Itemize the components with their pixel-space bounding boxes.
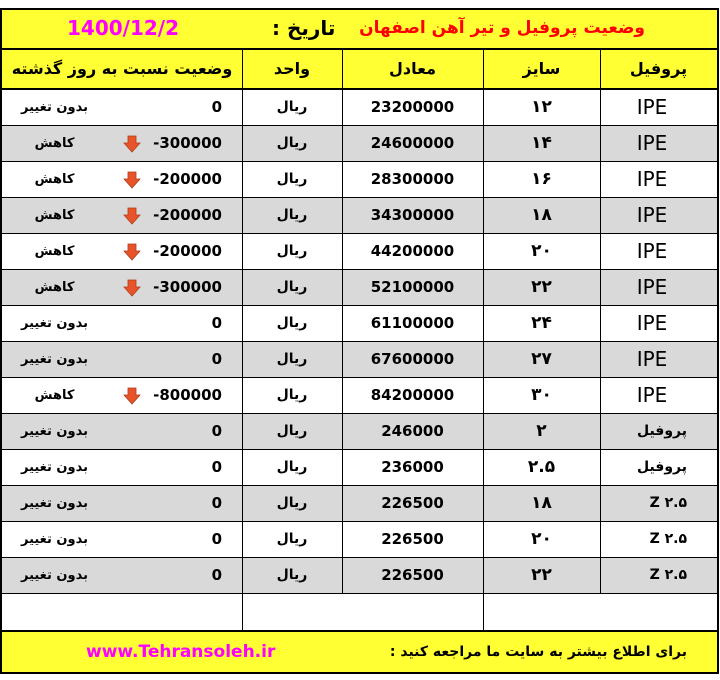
profile-cell: IPE (636, 131, 668, 155)
size-cell: ۲.۵ (527, 457, 556, 477)
down-arrow-icon (123, 207, 141, 225)
profile-cell: IPE (636, 347, 668, 371)
status-cell: بدون تغییر (20, 424, 88, 439)
price-cell: 24600000 (370, 134, 455, 152)
divider (600, 378, 601, 414)
status-cell: بدون تغییر (20, 460, 88, 475)
header-status: وضعیت نسبت به روز گذشته (11, 59, 233, 78)
divider (342, 342, 343, 378)
table-row (2, 558, 717, 594)
price-cell: 236000 (381, 458, 444, 476)
size-cell: ۲۷ (531, 349, 552, 369)
divider (342, 558, 343, 594)
size-cell: ۲۲ (531, 565, 552, 585)
change-cell: 0 (211, 494, 222, 512)
divider (242, 342, 243, 378)
table-row (2, 306, 717, 342)
down-arrow-icon (123, 135, 141, 153)
table-row (2, 486, 717, 522)
divider (483, 342, 484, 378)
divider (342, 414, 343, 450)
divider (242, 378, 243, 414)
unit-cell: ریال (276, 243, 308, 259)
divider (242, 270, 243, 306)
price-cell: 44200000 (370, 242, 455, 260)
date-value: 1400/12/2 (67, 16, 180, 40)
divider (342, 198, 343, 234)
down-arrow-icon (123, 279, 141, 297)
divider (242, 162, 243, 198)
divider (242, 414, 243, 450)
size-cell: ۱۸ (531, 205, 552, 225)
size-cell: ۲۰ (531, 529, 552, 549)
divider (342, 50, 343, 88)
price-cell: 61100000 (370, 314, 455, 332)
change-cell: 0 (211, 98, 222, 116)
profile-cell: پروفیل (636, 459, 687, 475)
table-row (2, 378, 717, 414)
divider (242, 306, 243, 342)
status-cell: کاهش (34, 136, 75, 151)
price-cell: 52100000 (370, 278, 455, 296)
divider (242, 198, 243, 234)
divider (242, 558, 243, 594)
size-cell: ۲۴ (531, 313, 552, 333)
size-cell: ۱۸ (531, 493, 552, 513)
divider (342, 306, 343, 342)
title-bar (0, 8, 719, 50)
change-cell: -200000 (153, 206, 222, 224)
header-price: معادل (388, 59, 437, 78)
divider (483, 198, 484, 234)
divider (483, 234, 484, 270)
divider (600, 486, 601, 522)
profile-cell: IPE (636, 383, 668, 407)
status-cell: بدون تغییر (20, 316, 88, 331)
divider (242, 90, 243, 126)
page-title: وضعیت پروفیل و تیر آهن اصفهان (359, 18, 645, 38)
unit-cell: ریال (276, 171, 308, 187)
price-cell: 226500 (381, 494, 444, 512)
unit-cell: ریال (276, 495, 308, 511)
unit-cell: ریال (276, 135, 308, 151)
header-unit: واحد (273, 59, 311, 78)
status-cell: بدون تغییر (20, 352, 88, 367)
profile-cell: IPE (636, 311, 668, 335)
divider (242, 522, 243, 558)
divider (483, 50, 484, 88)
size-cell: ۳۰ (531, 385, 552, 405)
divider (483, 90, 484, 126)
divider (483, 522, 484, 558)
divider (242, 50, 243, 88)
profile-cell: IPE (636, 239, 668, 263)
divider (342, 378, 343, 414)
change-cell: 0 (211, 530, 222, 548)
change-cell: 0 (211, 458, 222, 476)
profile-cell: Z ۲.۵ (649, 567, 687, 583)
status-cell: کاهش (34, 172, 75, 187)
divider (483, 558, 484, 594)
table-row (2, 414, 717, 450)
price-cell: 28300000 (370, 170, 455, 188)
size-cell: ۲۰ (531, 241, 552, 261)
divider (242, 234, 243, 270)
divider (600, 162, 601, 198)
size-cell: ۱۴ (531, 133, 552, 153)
divider (483, 450, 484, 486)
website-link[interactable]: www.Tehransoleh.ir (86, 642, 276, 662)
table-row (2, 342, 717, 378)
change-cell: 0 (211, 350, 222, 368)
table-header (0, 50, 719, 90)
change-cell: -300000 (153, 278, 222, 296)
table-row (2, 270, 717, 306)
divider (600, 270, 601, 306)
divider (600, 198, 601, 234)
divider (483, 126, 484, 162)
table-row (2, 198, 717, 234)
size-cell: ۲۲ (531, 277, 552, 297)
status-cell: کاهش (34, 244, 75, 259)
down-arrow-icon (123, 387, 141, 405)
change-cell: -800000 (153, 386, 222, 404)
divider (600, 342, 601, 378)
down-arrow-icon (123, 243, 141, 261)
footer-note: برای اطلاع بیشتر به سایت ما مراجعه کنید : (389, 644, 687, 660)
status-cell: بدون تغییر (20, 568, 88, 583)
header-profile: پروفیل (629, 59, 688, 78)
unit-cell: ریال (276, 567, 308, 583)
divider (242, 450, 243, 486)
down-arrow-icon (123, 171, 141, 189)
price-cell: 84200000 (370, 386, 455, 404)
size-cell: ۱۲ (531, 97, 552, 117)
status-cell: کاهش (34, 388, 75, 403)
price-cell: 246000 (381, 422, 444, 440)
divider (342, 234, 343, 270)
divider (600, 234, 601, 270)
divider (242, 126, 243, 162)
change-cell: 0 (211, 422, 222, 440)
divider (483, 594, 484, 630)
divider (600, 90, 601, 126)
profile-cell: IPE (636, 275, 668, 299)
divider (342, 522, 343, 558)
divider (242, 486, 243, 522)
unit-cell: ریال (276, 423, 308, 439)
change-cell: -200000 (153, 242, 222, 260)
table-row (2, 450, 717, 486)
size-cell: ۲ (536, 421, 547, 441)
divider (600, 414, 601, 450)
divider (483, 378, 484, 414)
unit-cell: ریال (276, 387, 308, 403)
profile-cell: IPE (636, 167, 668, 191)
status-cell: بدون تغییر (20, 496, 88, 511)
status-cell: بدون تغییر (20, 100, 88, 115)
unit-cell: ریال (276, 207, 308, 223)
divider (483, 486, 484, 522)
change-cell: -300000 (153, 134, 222, 152)
divider (483, 162, 484, 198)
divider (483, 414, 484, 450)
profile-cell: پروفیل (636, 423, 687, 439)
profile-cell: IPE (636, 203, 668, 227)
table-row (2, 234, 717, 270)
table-body (0, 90, 719, 630)
change-cell: -200000 (153, 170, 222, 188)
size-cell: ۱۶ (531, 169, 552, 189)
divider (342, 450, 343, 486)
table-row (2, 126, 717, 162)
price-cell: 23200000 (370, 98, 455, 116)
date-label: تاریخ : (272, 16, 336, 40)
change-cell: 0 (211, 566, 222, 584)
table-row (2, 90, 717, 126)
price-cell: 226500 (381, 566, 444, 584)
divider (342, 162, 343, 198)
divider (600, 450, 601, 486)
divider (242, 594, 243, 630)
divider (342, 126, 343, 162)
status-cell: کاهش (34, 280, 75, 295)
unit-cell: ریال (276, 531, 308, 547)
status-cell: کاهش (34, 208, 75, 223)
table-row (2, 522, 717, 558)
unit-cell: ریال (276, 315, 308, 331)
change-cell: 0 (211, 314, 222, 332)
price-cell: 226500 (381, 530, 444, 548)
profile-cell: Z ۲.۵ (649, 495, 687, 511)
divider (600, 522, 601, 558)
unit-cell: ریال (276, 99, 308, 115)
divider (342, 486, 343, 522)
price-cell: 67600000 (370, 350, 455, 368)
divider (600, 126, 601, 162)
table-row (2, 162, 717, 198)
divider (483, 270, 484, 306)
status-cell: بدون تغییر (20, 532, 88, 547)
profile-cell: IPE (636, 95, 668, 119)
divider (600, 50, 601, 88)
divider (483, 306, 484, 342)
price-cell: 34300000 (370, 206, 455, 224)
profile-cell: Z ۲.۵ (649, 531, 687, 547)
divider (342, 90, 343, 126)
header-size: سایز (522, 59, 561, 78)
unit-cell: ریال (276, 279, 308, 295)
footer (0, 630, 719, 674)
unit-cell: ریال (276, 351, 308, 367)
divider (600, 306, 601, 342)
unit-cell: ریال (276, 459, 308, 475)
divider (342, 270, 343, 306)
divider (600, 558, 601, 594)
